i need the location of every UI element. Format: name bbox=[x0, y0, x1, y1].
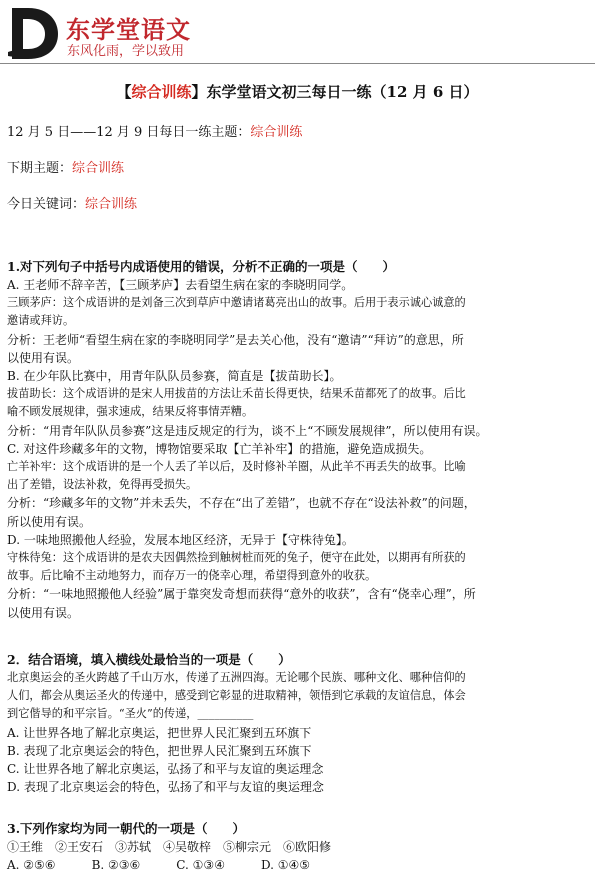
q2-line: A. 让世界各地了解北京奥运，把世界人民汇聚到五环旗下 bbox=[7, 725, 312, 740]
q1-line: 出了差错，设法补救，免得再受损失。 bbox=[7, 478, 198, 492]
q2-line: D. 表现了北京奥运会的特色，弘扬了和平与友谊的奥运理念 bbox=[7, 780, 324, 795]
title-bracket-close: 】 bbox=[191, 83, 207, 101]
q1-line: 以使用有误。 bbox=[7, 350, 80, 365]
q1-line: D. 一味地照搬他人经验，发展本地区经济，无异于【守株待兔】。 bbox=[7, 532, 354, 547]
q1-line: 邀请或拜访。 bbox=[7, 314, 75, 328]
d-logo-icon bbox=[6, 4, 62, 62]
theme-value: 综合训练 bbox=[250, 125, 303, 140]
q2-line: 北京奥运会的圣火跨越了千山万水，传递了五洲四海。无论哪个民族、哪种文化、哪种信仰的 bbox=[7, 671, 466, 684]
q1-line: 拔苗助长：这个成语讲的是宋人用拔苗的方法让禾苗长得更快，结果禾苗都死了的故事。后比 bbox=[7, 387, 466, 401]
q1-line: 所以使用有误。 bbox=[7, 514, 92, 529]
question-3-title: 3.下列作家均为同一朝代的一项是（ ） bbox=[7, 821, 246, 836]
question-2-title: 2．结合语境，填入横线处最恰当的一项是（ ） bbox=[7, 652, 291, 667]
q1-line: 亡羊补牢：这个成语讲的是一个人丢了羊以后，及时修补羊圈，从此羊不再丢失的故事。比喻 bbox=[7, 460, 466, 474]
q2-line: C. 让世界各地了解北京奥运，弘扬了和平与友谊的奥运理念 bbox=[7, 762, 324, 777]
q1-line: 分析：王老师“看望生病在家的李晓明同学”是去关心他，没有“邀请”“拜访”的意思，所 bbox=[7, 332, 464, 347]
brand-slogan: 东风化雨，学以致用 bbox=[67, 44, 185, 59]
q1-line: 分析：“珍藏多年的文物”并未丢失，不存在“出了差错”，也就不存在“设法补救”的问题， bbox=[7, 496, 476, 511]
q1-line: 三顾茅庐：这个成语讲的是刘备三次到草庐中邀请诸葛亮出山的故事。后用于表示诚心诚意的 bbox=[7, 296, 466, 310]
question-2 bbox=[7, 651, 589, 796]
theme-label: 12 月 5 日——12 月 9 日每日一练主题： bbox=[7, 125, 251, 140]
title-bracket-open: 【 bbox=[116, 83, 132, 101]
question-3 bbox=[7, 820, 589, 874]
q2-line: 人们，都会从奥运圣火的传递中，感受到它彰显的进取精神，领悟到它承载的友谊信息，体会 bbox=[7, 689, 466, 703]
keyword-label: 今日关键词： bbox=[7, 197, 86, 212]
q2-line: B. 表现了北京奥运会的特色，把世界人民汇聚到五环旗下 bbox=[7, 743, 312, 758]
page-header bbox=[0, 0, 595, 70]
keyword-value: 综合训练 bbox=[85, 197, 138, 212]
next-theme-label: 下期主题： bbox=[7, 161, 73, 176]
q1-line: 故事。后比喻不主动地努力，而存万一的侥幸心理，希望得到意外的收获。 bbox=[7, 569, 377, 583]
header-divider bbox=[0, 63, 595, 64]
q1-line: 分析：“一味地照搬他人经验”属于靠突发奇想而获得“意外的收获”，含有“侥幸心理”，所 bbox=[7, 587, 476, 602]
question-1-title: 1.对下列句子中括号内成语使用的错误，分析不正确的一项是（ ） bbox=[7, 259, 396, 274]
q1-line: 守株待兔：这个成语讲的是农夫因偶然捡到触树桩而死的兔子，便守在此处，以期再有所获的 bbox=[7, 551, 466, 565]
q1-line: A. 王老师不辞辛苦，【三顾茅庐】去看望生病在家的李晓明同学。 bbox=[7, 278, 354, 292]
brand-name: 东学堂语文 bbox=[66, 16, 191, 44]
title-text: 东学堂语文初三每日一练（12 月 6 日） bbox=[206, 83, 479, 101]
question-1 bbox=[7, 258, 589, 622]
page-title bbox=[0, 81, 595, 102]
q1-line: B. 在少年队比赛中，用青年队队员参赛，简直是【拔苗助长】。 bbox=[7, 369, 342, 384]
next-theme-line bbox=[7, 157, 124, 176]
q1-line: 喻不顾发展规律，强求速成，结果反将事情弄糟。 bbox=[7, 405, 254, 419]
q3-line: A. ②⑤⑥ B. ②③⑥ C. ①③④ D. ①④⑤ bbox=[7, 858, 311, 873]
q1-line: 以使用有误。 bbox=[7, 605, 80, 620]
theme-line bbox=[7, 121, 302, 140]
next-theme-value: 综合训练 bbox=[72, 161, 125, 176]
q1-line: C. 对这件珍藏多年的文物，博物馆要采取【亡羊补牢】的措施，避免造成损失。 bbox=[7, 441, 432, 456]
title-tag: 综合训练 bbox=[131, 83, 192, 101]
keyword-line bbox=[7, 193, 137, 212]
q2-line: 到它偕导的和平宗旨。“圣火”的传递，__________ bbox=[7, 707, 254, 721]
q1-line: 分析：“用青年队队员参赛”这是违反规定的行为，谈不上“不顾发展规律”，所以使用有误。 bbox=[7, 423, 488, 438]
q3-line: ①王维 ②王安石 ③苏轼 ④吴敬梓 ⑤柳宗元 ⑥欧阳修 bbox=[7, 840, 332, 854]
